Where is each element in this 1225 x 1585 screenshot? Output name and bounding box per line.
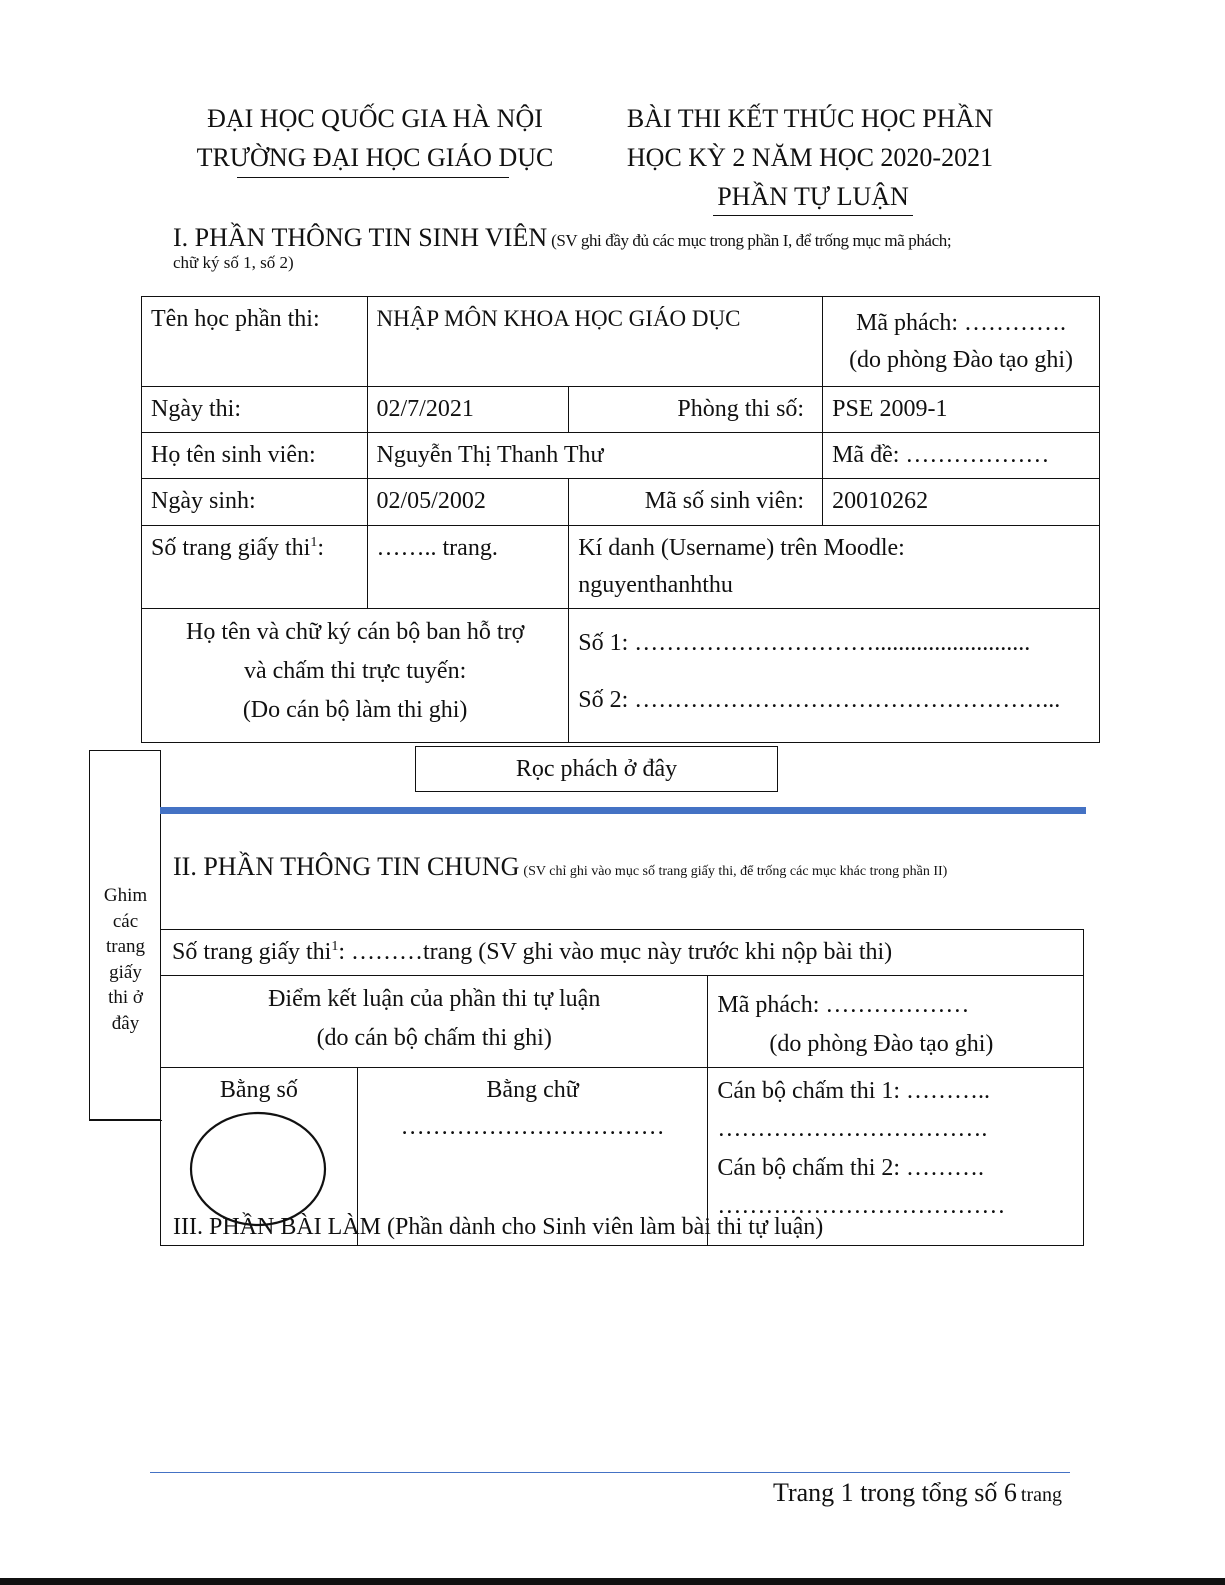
staple-box-bottom: [89, 1120, 162, 1121]
exam-date-label: Ngày thi:: [142, 387, 368, 433]
pages-label: Số trang giấy thi: [151, 534, 311, 561]
username-label: Kí danh (Username) trên Moodle:: [578, 534, 905, 561]
section2-note: (SV chỉ ghi vào mục số trang giấy thi, để trống các mục khác trong phần II): [523, 864, 948, 879]
exam-date-value: 02/7/2021: [367, 387, 569, 433]
grader2-dots: ………………………………: [717, 1193, 1006, 1220]
signature-2: Số 2: ……………………………………………...: [578, 687, 1061, 714]
code-label: Mã phách: ………….: [856, 310, 1067, 336]
score-title-line1: Điểm kết luận của phần thi tự luận: [268, 986, 601, 1013]
section1-note: (SV ghi đầy đủ các mục trong phần I, để trống mục mã phách;: [551, 231, 952, 250]
room-label: Phòng thi số:: [569, 387, 823, 433]
section1-note-cont: chữ ký số 1, số 2): [173, 253, 294, 273]
staple-note-line: đây: [111, 1012, 140, 1034]
staple-note-line: giấy: [109, 961, 142, 983]
pages-footnote-mark: 1: [310, 534, 318, 550]
university-name: ĐẠI HỌC QUỐC GIA HÀ NỘI: [207, 104, 543, 133]
student-id-label: Mã số sinh viên:: [569, 479, 823, 525]
course-value: NHẬP MÔN KHOA HỌC GIÁO DỤC: [367, 297, 823, 387]
pages-label-cell: [142, 525, 368, 608]
cut-here-label: Rọc phách ở đây: [415, 746, 778, 792]
semester: HỌC KỲ 2 NĂM HỌC 2020-2021: [626, 143, 994, 172]
staple-note-line: trang: [105, 936, 146, 957]
footer-line: [150, 1472, 1070, 1473]
student-id-value: 20010262: [823, 479, 1100, 525]
score-pages-cell: [161, 930, 1084, 976]
username-cell: [569, 525, 1100, 608]
score-pages-rest: : ………trang (SV ghi vào mục này trước khi nộp bài thi): [338, 939, 893, 965]
signature-cell: [569, 608, 1100, 742]
score-table: [160, 929, 1084, 1246]
code-cell: [823, 297, 1100, 387]
staple-note-line: Ghim: [103, 885, 148, 906]
exam-part: PHẦN TỰ LUẬN: [713, 182, 913, 216]
grader1-label: Cán bộ chấm thi 1: ………..: [717, 1077, 991, 1104]
staple-note: [90, 883, 161, 1036]
school-name: TRƯỜNG ĐẠI HỌC GIÁO DỤC: [196, 143, 554, 172]
section1-heading: [173, 222, 1073, 274]
support-line2: và chấm thi trực tuyến:: [243, 657, 467, 684]
cut-separator-line: [160, 807, 1086, 814]
section1-title: I. PHẦN THÔNG TIN SINH VIÊN: [173, 223, 548, 252]
score-pages-footnote-mark: 1: [331, 939, 339, 954]
code-note: (do phòng Đào tạo ghi): [849, 347, 1074, 374]
by-words-label: Bằng chữ: [486, 1076, 579, 1103]
page-number: [700, 1478, 1062, 1508]
support-cell: [142, 608, 569, 742]
student-name-label: Họ tên sinh viên:: [142, 433, 368, 479]
username-value: nguyenthanhthu: [578, 571, 733, 598]
grader1-dots: …………………………….: [717, 1116, 988, 1143]
school-name-underline: [237, 177, 509, 178]
score-code-note: (do phòng Đào tạo ghi): [769, 1030, 994, 1057]
page-bottom-edge: [0, 1578, 1225, 1585]
staple-box: [89, 750, 160, 1120]
student-info-table: [141, 296, 1100, 743]
by-words-dots: ……………………………: [400, 1114, 665, 1141]
signature-1: Số 1: …………………………..........................: [578, 629, 1031, 656]
student-name-value: Nguyễn Thị Thanh Thư: [367, 433, 823, 479]
staple-note-line: các: [112, 910, 139, 932]
pages-value: …….. trang.: [367, 525, 569, 608]
course-label: Tên học phần thi:: [142, 297, 368, 387]
dob-value: 02/05/2002: [367, 479, 569, 525]
section2-heading: [173, 852, 1103, 882]
score-code-label: Mã phách: ………………: [717, 992, 970, 1019]
score-title-cell: [161, 976, 708, 1068]
score-pages-label: Số trang giấy thi: [172, 939, 332, 965]
section3-title: III. PHẦN BÀI LÀM (Phần dành cho Sinh viên làm bài thi tự luận): [173, 1214, 824, 1240]
by-number-label: Bằng số: [219, 1076, 298, 1103]
score-code-cell: [708, 976, 1084, 1068]
support-line1: Họ tên và chữ ký cán bộ ban hỗ trợ: [185, 618, 525, 645]
dob-label: Ngày sinh:: [142, 479, 368, 525]
page-number-unit: trang: [1020, 1484, 1062, 1506]
exam-title: BÀI THI KẾT THÚC HỌC PHẦN: [626, 104, 994, 133]
pages-colon: :: [317, 534, 324, 561]
staple-note-line: thi ở: [108, 987, 143, 1008]
grader2-label: Cán bộ chấm thi 2: ……….: [717, 1154, 985, 1181]
room-value: PSE 2009-1: [823, 387, 1100, 433]
section2-title: II. PHẦN THÔNG TIN CHUNG: [173, 852, 520, 881]
score-circle: [189, 1111, 329, 1229]
page-number-main: Trang 1 trong tổng số 6: [773, 1478, 1017, 1507]
support-line3: (Do cán bộ làm thi ghi): [242, 696, 468, 723]
score-title-line2: (do cán bộ chấm thi ghi): [316, 1024, 552, 1051]
exam-code-label: Mã đề: ………………: [823, 433, 1100, 479]
